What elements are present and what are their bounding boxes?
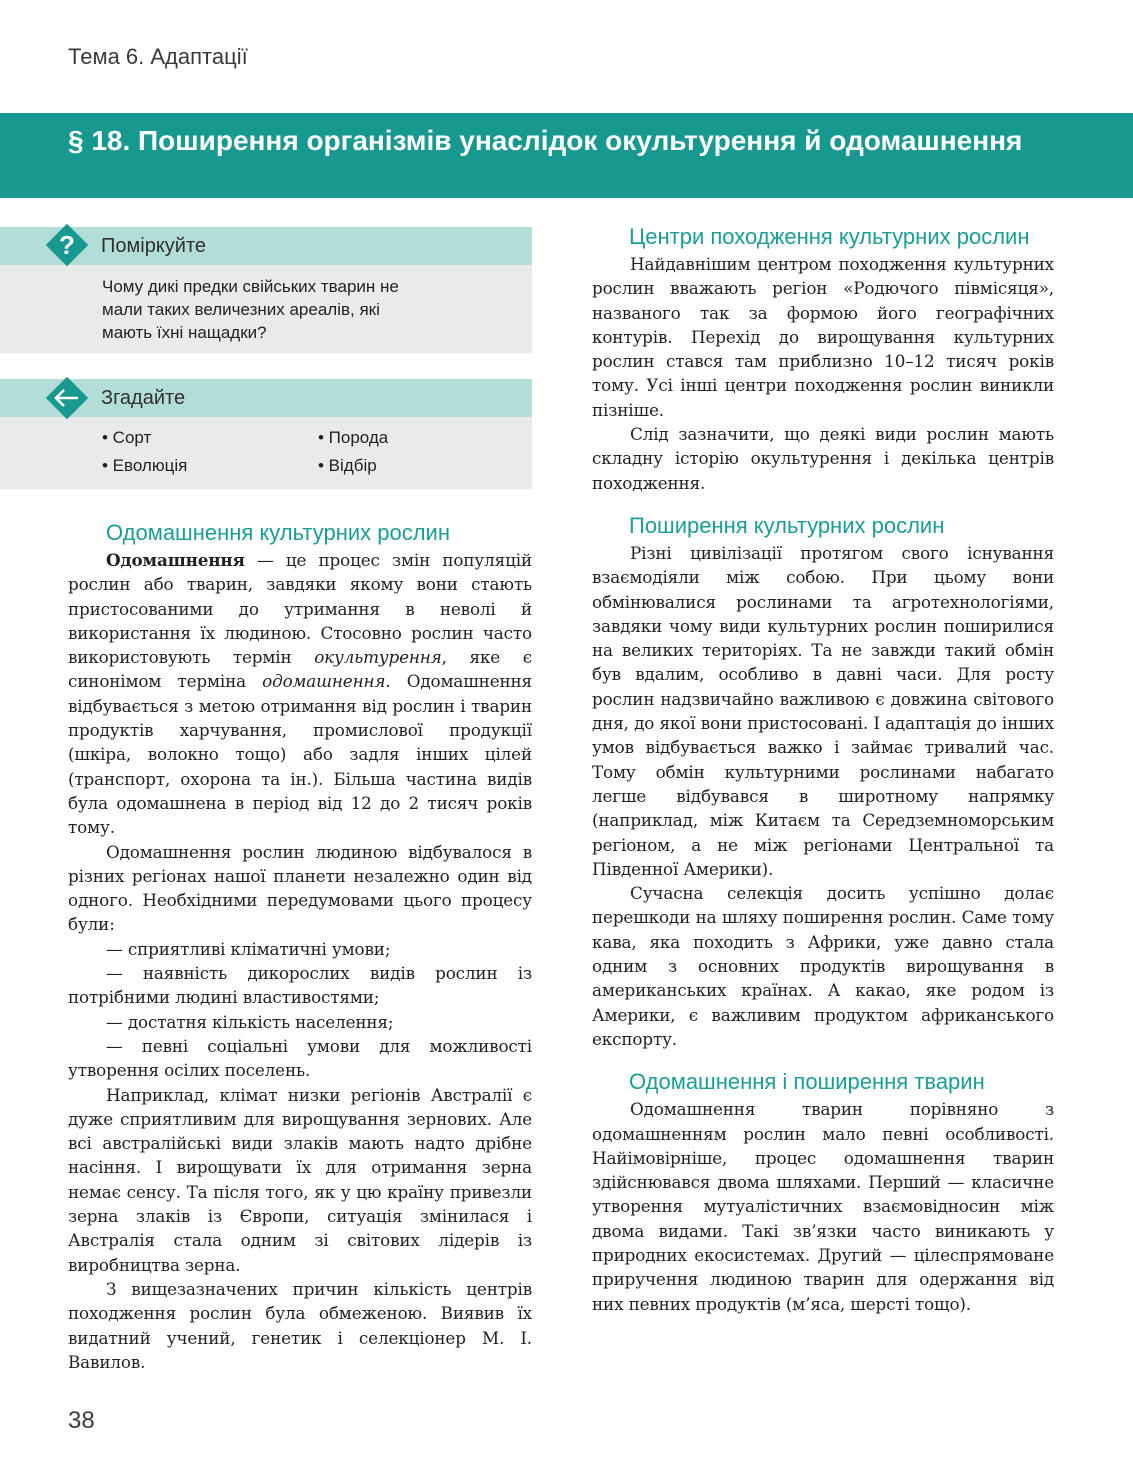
right-column [592,224,1054,1316]
paragraph: Слід зазначити, що деякі види рослин мають складну історію окультурення і декілька центрів походження. [592,424,1054,493]
paragraph: Наприклад, клімат низки регіонів Австралії є дуже сприятливим для вирощування зернових. Але всі австралійські види злаків мають надто дрібне насіння. І вирощувати їх для отримання зерна немає сенсу. Та після того, як у цю країну привезли зерна злаків із Європи, ситуація змінилася і Австралія стала одним зі світових лідерів із виробництва зерна. [68,1084,532,1275]
think-question: Чому дикі предки свійських тварин не мали таких величезних ареалів, які мають їхні нащадки? [102,277,399,342]
recall-box-header [0,379,532,417]
think-box-header [0,227,532,265]
recall-box-label: Згадайте [101,387,186,409]
think-box [0,227,532,353]
recall-item: • Відбір [318,456,377,475]
section-heading: Поширення культурних рослин [629,512,945,538]
paragraph: Одомашнення — це процес змін популяцій рослин або тварин, завдяки якому вони стають пристосованими до утримання в неволі й використання їх людиною. Стосовно рослин часто використовують термін окультурення, яке є синонімом терміна одомашнення. Одомашнення відбувається з метою отримання від рослин і тварин продуктів харчування, промислової продукції (шкіра, волокно тощо) або задля інших цілей (транспорт, охорона та ін.). Більша частина видів була одомашнена в період від 12 до 2 тисяч років тому. [68,550,532,838]
section-heading: Одомашнення культурних рослин [106,520,450,545]
page-title: § 18. Поширення організмів унаслідок окультурення й одомашнення [68,125,1023,156]
section-heading: Центри походження культурних рослин [629,224,1030,249]
term: Одомашнення [106,550,245,570]
svg-text:?: ? [59,230,75,260]
list-item: — певні соціальні умови для можливості утворення осілих поселень. [68,1035,532,1081]
section-heading: Одомашнення і поширення тварин [629,1069,985,1095]
italic-term: окультурення [314,647,442,668]
left-arrow-icon [45,376,89,420]
page-number: 38 [68,1407,95,1434]
paragraph: Найдавнішим центром походження культурних рослин вважають регіон «Родючого півмісяця», названого так за формою його географічних контурів. Перехід до вирощування культурних рослин стався там приблизно 10–12 тисяч років тому. Усі інші центри походження рослин виникли пізніше. [592,254,1054,420]
paragraph: Одомашнення рослин людиною відбувалося в різних регіонах нашої планети незалежно один від одного. Необхідними передумовами цього процесу були: [68,841,532,935]
recall-item: • Порода [318,428,389,447]
list-item: — сприятливі кліматичні умови; [106,938,391,959]
left-column [68,520,532,1374]
paragraph: Сучасна селекція досить успішно долає перешкоди на шляху поширення рослин. Саме тому кава, яка походить з Африки, уже давно стала одним з основних продуктів вирощування в американських країнах. А какао, яке родом із Америки, є важливим продуктом африканського експорту. [592,883,1054,1049]
recall-box [0,379,532,489]
paragraph: Різні цивілізації протягом свого існування взаємодіяли між собою. При цьому вони обмінювалися рослинами та агротехнологіями, завдяки чому види культурних рослин поширилися на великих територіях. Та не завжди такий обмін був вдалим, особливо в давні часи. Для росту рослин надзвичайно важливою є довжина світового дня, до якої вони пристосовані. І адаптація до інших умов відбувається важко і займає тривалий час. Тому обмін культурними рослинами набагато легше відбувався в широтному напрямку (наприклад, між Китаєм та Середземноморським регіоном, а не між регіонами Центральної та Південної Америки). [592,542,1054,879]
italic-term: одомашнення [262,671,386,692]
list-item: — наявність дикорослих видів рослин із потрібними людині властивостями; [68,963,532,1008]
recall-item: • Еволюція [102,456,188,475]
paragraph: З вищезазначених причин кількість центрів походження рослин була обмеженою. Виявив їх видатний учений, генетик і селекціонер М. І. Вавилов. [68,1278,532,1372]
running-header: Тема 6. Адаптації [68,44,248,69]
title-band [0,113,1133,198]
recall-item: • Сорт [102,428,152,447]
paragraph: Одомашнення тварин порівняно з одомашненням рослин мало певні особливості. Найімовірніше, процес одомашнення тварин здійснювався двома шляхами. Перший — класичне утворення мутуалістичних взаємовідносин між двома видами. Такі зв’язки часто виникають у природних екосистемах. Другий — цілеспрямоване приручення людиною тварин для одержання від них певних продуктів (м’яса, шерсті тощо). [592,1099,1054,1314]
list-item: — достатня кількість населення; [106,1011,394,1032]
question-mark-icon [45,223,89,267]
think-box-label: Поміркуйте [101,235,207,257]
